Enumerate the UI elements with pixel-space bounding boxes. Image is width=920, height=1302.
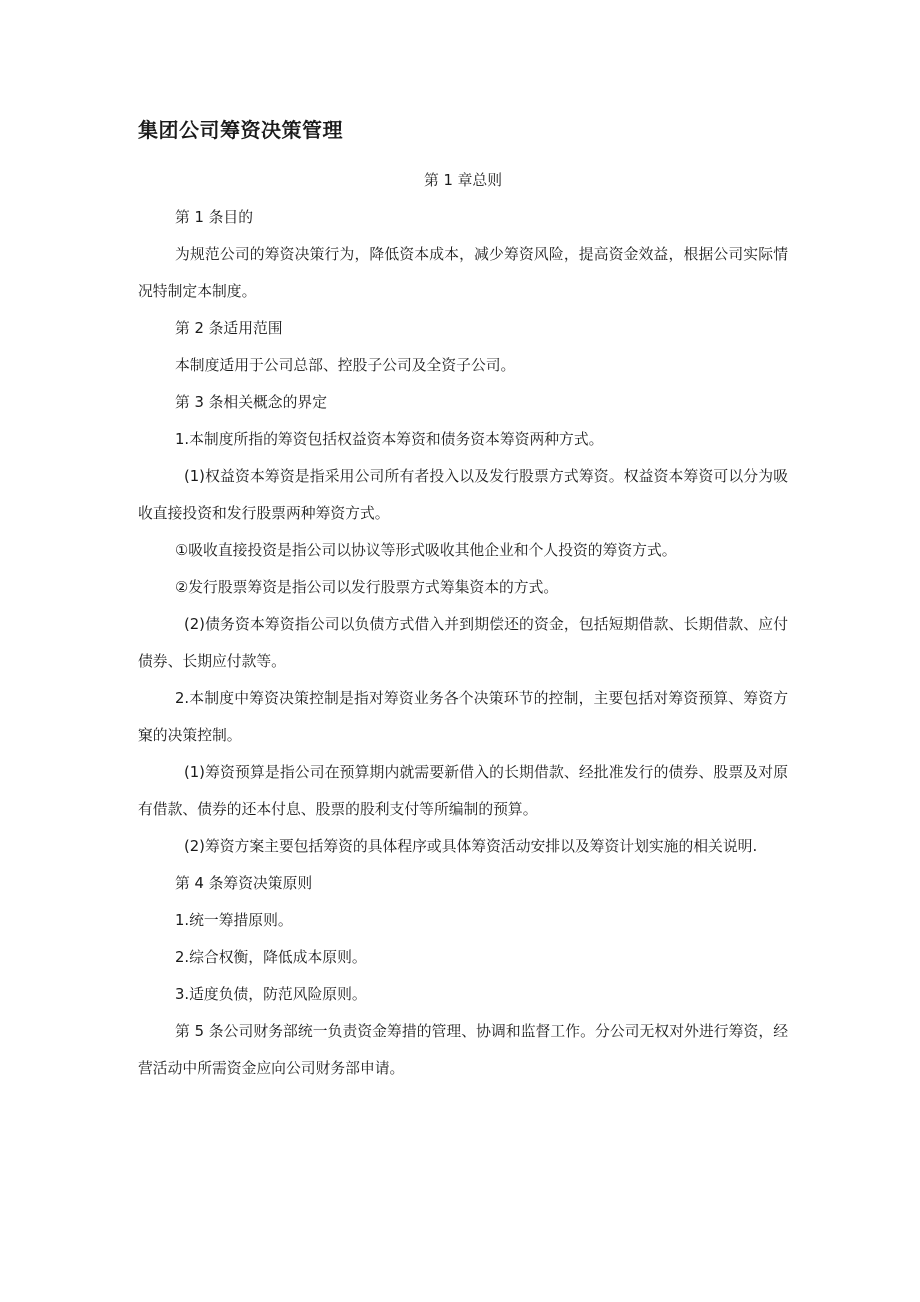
article-heading: 第 3 条相关概念的界定 [175, 394, 327, 411]
paragraph: 2.本制度中筹资决策控制是指对筹资业务各个决策环节的控制，主要包括对筹资预算、筹资方窠的决策控制。 [138, 690, 788, 744]
article-heading: 第 4 条筹资决策原则 [175, 875, 313, 892]
list-item: 1.统一筹措原则。 [175, 912, 293, 929]
list-item: 2.综合权衡，降低成本原则。 [175, 949, 367, 966]
paragraph: (2)债务资本筹资指公司以负债方式借入并到期偿还的资金，包括短期借款、长期借款、应付债券、长期应付款等。 [138, 616, 788, 670]
paragraph: 1.本制度所指的筹资包括权益资本筹资和债务资本筹资两种方式。 [175, 431, 604, 448]
list-item: 3.适度负债，防范风险原则。 [175, 986, 367, 1003]
article-heading: 第 2 条适用范围 [175, 320, 283, 337]
paragraph: 为规范公司的筹资决策行为，降低资本成本，减少筹资风险，提高资金效益，根据公司实际情况特制定本制度。 [138, 246, 788, 300]
paragraph: (2)筹资方案主要包括筹资的具体程序或具体筹资活动安排以及筹资计划实施的相关说明. [184, 838, 758, 855]
article-heading: 第 1 条目的 [175, 209, 254, 226]
paragraph: 第 5 条公司财务部统一负责资金筹措的管理、协调和监督工作。分公司无权对外进行筹资，经营活动中所需资金应向公司财务部申请。 [138, 1023, 788, 1077]
chapter-heading: 第 1 章总则 [423, 172, 502, 189]
paragraph: (1)筹资预算是指公司在预算期内就需要新借入的长期借款、经批准发行的债券、股票及对原有借款、债券的还本付息、股票的股利支付等所编制的预算。 [138, 764, 788, 818]
paragraph: ②发行股票筹资是指公司以发行股票方式筹集资本的方式。 [175, 579, 559, 596]
paragraph: (1)权益资本筹资是指采用公司所有者投入以及发行股票方式筹资。权益资本筹资可以分为吸收直接投资和发行股票两种筹资方式。 [138, 468, 788, 522]
paragraph: ①吸收直接投资是指公司以协议等形式吸收其他企业和个人投资的筹资方式。 [175, 542, 677, 559]
paragraph: 本制度适用于公司总部、控股子公司及全资子公司。 [175, 357, 516, 374]
document-title: 集团公司筹资决策管理 [138, 118, 343, 142]
document-body [138, 162, 788, 1087]
